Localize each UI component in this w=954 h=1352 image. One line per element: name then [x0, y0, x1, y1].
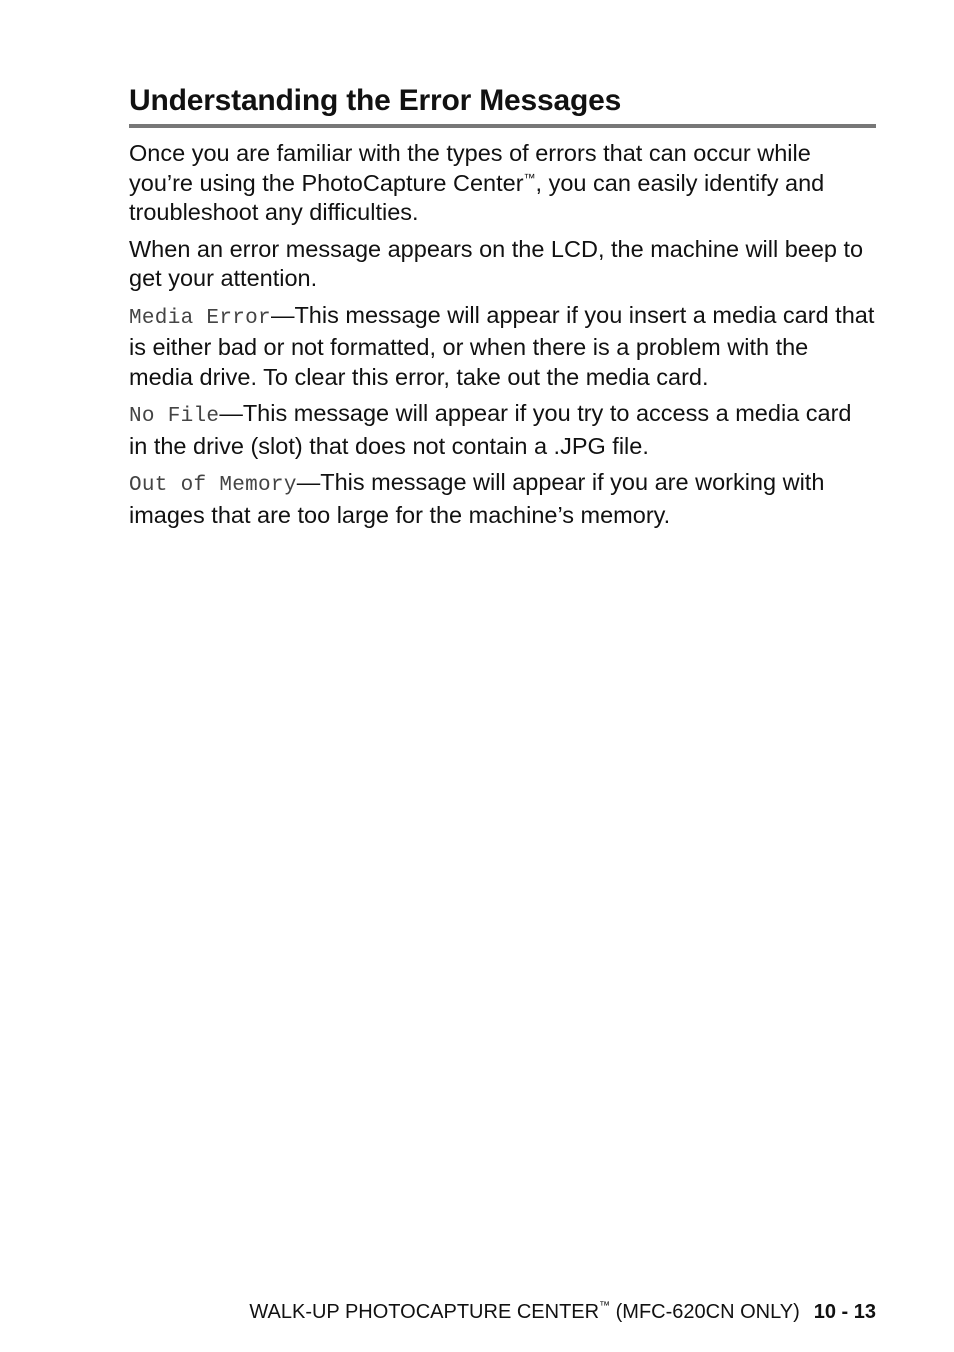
error-code: No File [129, 405, 220, 428]
error-code: Out of Memory [129, 474, 297, 497]
footer-trademark-symbol: ™ [599, 1300, 611, 1312]
error-media-error [129, 301, 876, 393]
document-page [129, 82, 876, 530]
footer-model-note: (MFC-620CN ONLY) [610, 1301, 800, 1323]
section-heading: Understanding the Error Messages [129, 82, 876, 128]
page-number: 10 - 13 [813, 1301, 876, 1323]
error-out-of-memory [129, 468, 876, 530]
error-description: —This message will appear if you try to access a media card in the drive (slot) that does not contain a .JPG file. [129, 400, 852, 459]
intro-text-start: Once you are familiar with the types of errors that can occur while you’re using the PhotoCapture Center [129, 140, 811, 196]
intro-text-end: , you can easily identify and troubleshoot any difficulties. [129, 169, 825, 225]
intro-paragraph [129, 139, 876, 228]
error-description: —This message will appear if you insert a media card that is either bad or not formatted, or when there is a problem with the media drive. To clear this error, take out the media card. [129, 301, 875, 390]
footer-section-title: WALK-UP PHOTOCAPTURE CENTER [249, 1301, 600, 1323]
error-no-file [129, 399, 876, 461]
error-code: Media Error [129, 306, 271, 330]
error-description: —This message will appear if you are working with images that are too large for the machine’s memory. [129, 469, 825, 528]
trademark-symbol: ™ [523, 170, 536, 185]
beep-paragraph: When an error message appears on the LCD, the machine will beep to get your attention. [129, 235, 864, 291]
page-footer [249, 1298, 876, 1326]
